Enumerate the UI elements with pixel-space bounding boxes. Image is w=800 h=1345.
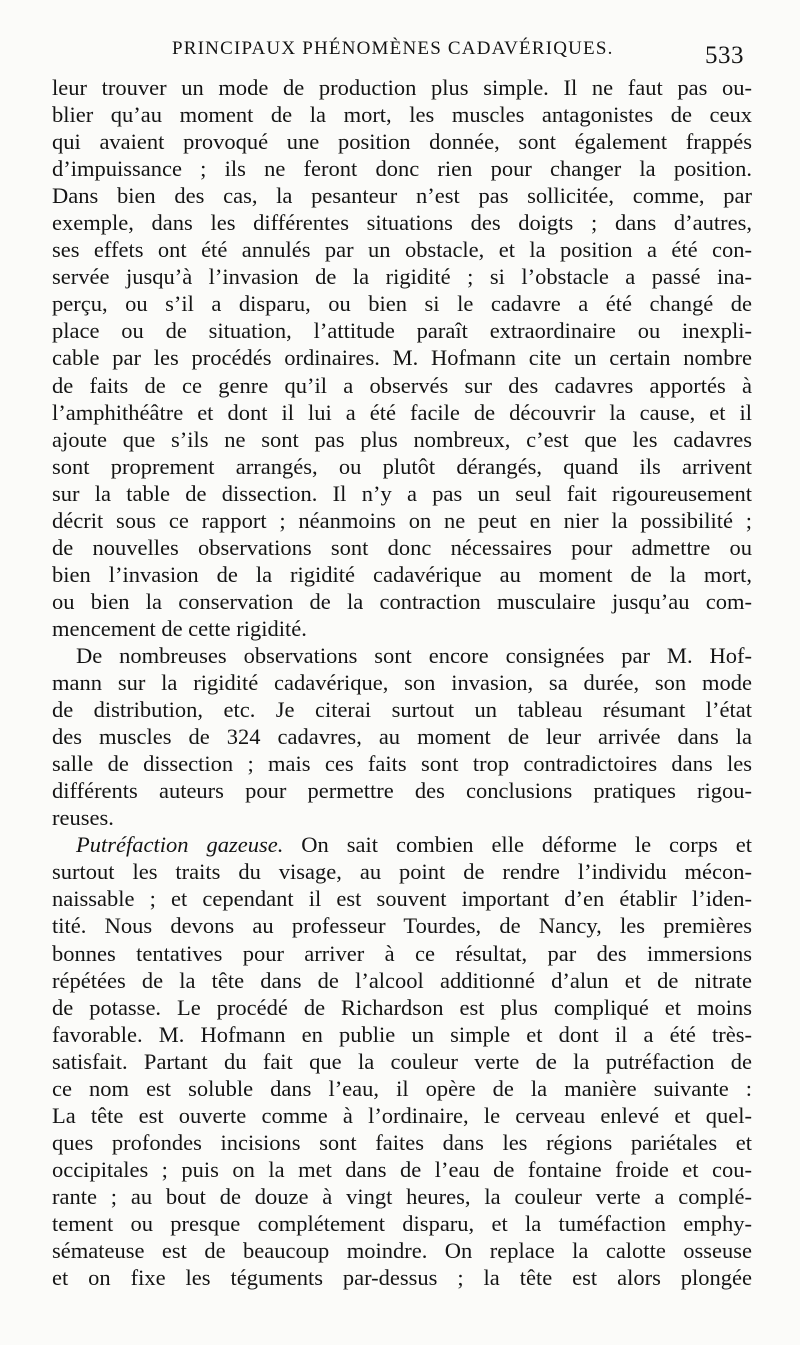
text-line: sur la table de dissection. Il n’y a pas un seul fait rigoureusement bbox=[52, 480, 752, 506]
text-line: tement ou presque complétement disparu, et la tuméfaction emphy- bbox=[52, 1210, 752, 1236]
text-line: ses effets ont été annulés par un obstacle, et la position a été con- bbox=[52, 237, 752, 263]
text-line: La tête est ouverte comme à l’ordinaire, le cerveau enlevé et quel- bbox=[52, 1102, 752, 1128]
body-text bbox=[52, 74, 752, 1291]
text-line: place ou de situation, l’attitude paraît extraordinaire ou inexpli- bbox=[52, 318, 752, 344]
text-line: de nouvelles observations sont donc nécessaires pour admettre ou bbox=[52, 534, 752, 560]
text-line: reuses. bbox=[52, 805, 114, 831]
text-line: ajoute que s’ils ne sont pas plus nombreux, c’est que les cadavres bbox=[52, 426, 752, 452]
text-line: et on fixe les téguments par-dessus ; la tête est alors plongée bbox=[52, 1265, 752, 1291]
text-line: satisfait. Partant du fait que la couleur verte de la putréfaction de bbox=[52, 1048, 752, 1074]
text-line: exemple, dans les différentes situations des doigts ; dans d’autres, bbox=[52, 210, 752, 236]
text-line: de potasse. Le procédé de Richardson est plus compliqué et moins bbox=[52, 994, 752, 1020]
text-line: sémateuse est de beaucoup moindre. On replace la calotte osseuse bbox=[52, 1238, 752, 1264]
text-line: servée jusqu’à l’invasion de la rigidité ; si l’obstacle a passé ina- bbox=[52, 264, 752, 290]
text-line: cable par les procédés ordinaires. M. Hofmann cite un certain nombre bbox=[52, 345, 752, 371]
text-line: blier qu’au moment de la mort, les muscles antagonistes de ceux bbox=[52, 102, 752, 128]
text-line: d’impuissance ; ils ne feront donc rien pour changer la position. bbox=[52, 156, 752, 182]
text-line: surtout les traits du visage, au point de rendre l’individu mécon- bbox=[52, 859, 752, 885]
section-lead: Putréfaction gazeuse. bbox=[76, 832, 284, 858]
text-line: tité. Nous devons au professeur Tourdes, de Nancy, les premières bbox=[52, 913, 752, 939]
text-line: favorable. M. Hofmann en publie un simple et dont il a été très- bbox=[52, 1021, 752, 1047]
page-number: 533 bbox=[705, 42, 744, 69]
text-line: mencement de cette rigidité. bbox=[52, 615, 307, 641]
paragraph-1 bbox=[52, 74, 752, 642]
running-head: PRINCIPAUX PHÉNOMÈNES CADAVÉRIQUES. bbox=[172, 38, 614, 59]
text-line: sont proprement arrangés, ou plutôt dérangés, quand ils arrivent bbox=[52, 453, 752, 479]
text-line: bien l’invasion de la rigidité cadavérique au moment de la mort, bbox=[52, 561, 752, 587]
text-line: l’amphithéâtre et dont il lui a été facile de découvrir la cause, et il bbox=[52, 399, 752, 425]
text-line: mann sur la rigidité cadavérique, son invasion, sa durée, son mode bbox=[52, 670, 752, 696]
text-line: salle de dissection ; mais ces faits sont trop contradictoires dans les bbox=[52, 751, 752, 777]
text-line: Dans bien des cas, la pesanteur n’est pas sollicitée, comme, par bbox=[52, 183, 752, 209]
text-line: De nombreuses observations sont encore consignées par M. Hof- bbox=[76, 642, 752, 668]
text-line: de faits de ce genre qu’il a observés sur des cadavres apportés à bbox=[52, 372, 752, 398]
paragraph-3 bbox=[52, 831, 752, 1291]
text-line: ques profondes incisions sont faites dans les régions pariétales et bbox=[52, 1129, 752, 1155]
text-line: différents auteurs pour permettre des conclusions pratiques rigou- bbox=[52, 778, 752, 804]
text-line: perçu, ou s’il a disparu, ou bien si le cadavre a été changé de bbox=[52, 291, 752, 317]
text-line: naissable ; et cependant il est souvent important d’en établir l’iden- bbox=[52, 886, 752, 912]
text-line: ou bien la conservation de la contraction musculaire jusqu’au com- bbox=[52, 588, 752, 614]
text-line-rest: On sait combien elle déforme le corps et bbox=[283, 832, 752, 858]
text-line: rante ; au bout de douze à vingt heures, la couleur verte a complé- bbox=[52, 1183, 752, 1209]
text-line: bonnes tentatives pour arriver à ce résultat, par des immersions bbox=[52, 940, 752, 966]
paragraph-2 bbox=[52, 642, 752, 831]
text-line: de distribution, etc. Je citerai surtout un tableau résumant l’état bbox=[52, 697, 752, 723]
page-header bbox=[52, 34, 748, 70]
text-line: occipitales ; puis on la met dans de l’eau de fontaine froide et cou- bbox=[52, 1156, 752, 1182]
text-line: décrit sous ce rapport ; néanmoins on ne peut en nier la possibilité ; bbox=[52, 507, 752, 533]
text-line: des muscles de 324 cadavres, au moment de leur arrivée dans la bbox=[52, 724, 752, 750]
text-line: répétées de la tête dans de l’alcool additionné d’alun et de nitrate bbox=[52, 967, 752, 993]
text-line bbox=[52, 831, 752, 858]
text-line: ce nom est soluble dans l’eau, il opère de la manière suivante : bbox=[52, 1075, 752, 1101]
text-line: leur trouver un mode de production plus simple. Il ne faut pas ou- bbox=[52, 75, 752, 100]
text-line: qui avaient provoqué une position donnée, sont également frappés bbox=[52, 129, 752, 155]
